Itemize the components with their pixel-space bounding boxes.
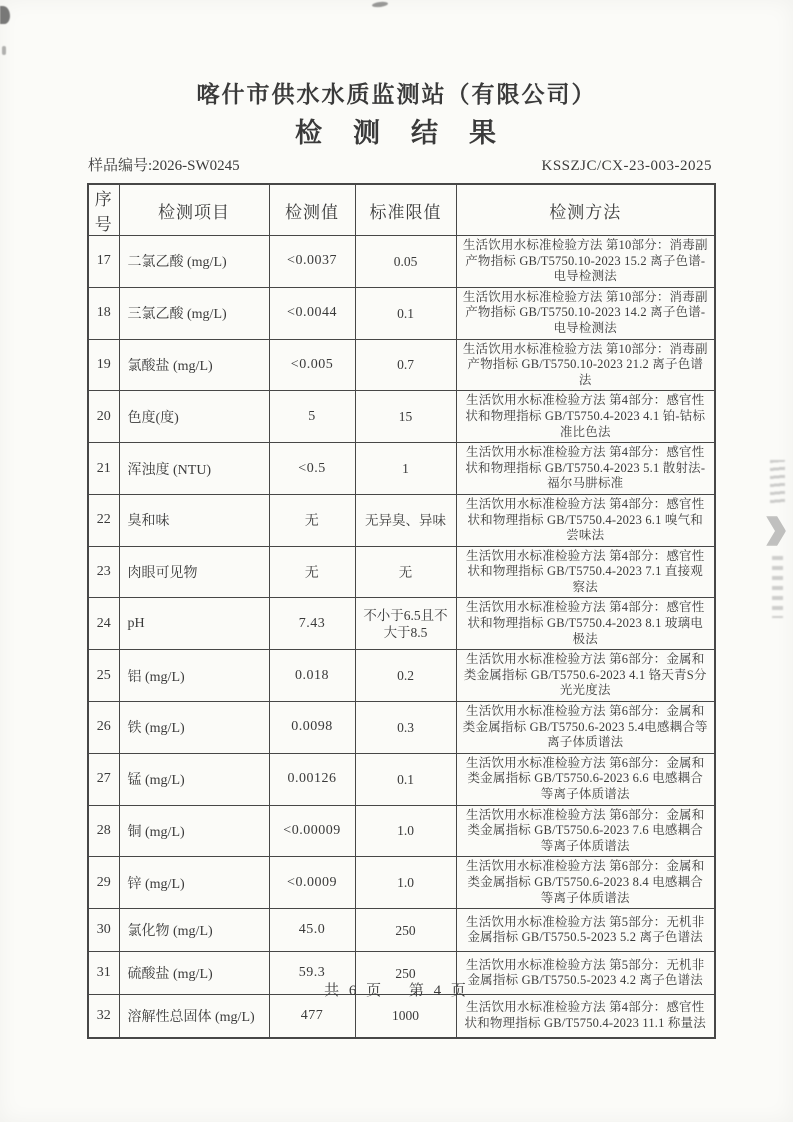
table-row <box>88 702 715 754</box>
table-row <box>88 995 715 1038</box>
table-row <box>88 598 715 650</box>
row-limit: 1 <box>355 443 456 495</box>
row-limit: 15 <box>355 391 456 443</box>
row-no: 19 <box>88 339 119 391</box>
row-method: 生活饮用水标准检验方法 第5部分：无机非金属指标 GB/T5750.5-2023 5.2 离子色谱法 <box>456 909 715 952</box>
row-no: 29 <box>88 857 119 909</box>
row-method: 生活饮用水标准检验方法 第6部分：金属和类金属指标 GB/T5750.6-2023 5.4电感耦合等离子体质谱法 <box>456 702 715 754</box>
table-row <box>88 236 715 288</box>
row-method: 生活饮用水标准检验方法 第4部分：感官性状和物理指标 GB/T5750.4-2023 7.1 直接观察法 <box>456 546 715 598</box>
scan-speck <box>2 46 6 55</box>
row-value: <0.005 <box>269 339 355 391</box>
row-item: pH <box>119 598 269 650</box>
row-no: 17 <box>88 236 119 288</box>
row-item: 三氯乙酸 (mg/L) <box>119 287 269 339</box>
row-no: 18 <box>88 287 119 339</box>
row-no: 26 <box>88 702 119 754</box>
row-value: 45.0 <box>269 909 355 952</box>
row-value: 无 <box>269 494 355 546</box>
row-method: 生活饮用水标准检验方法 第4部分：感官性状和物理指标 GB/T5750.4-2023 8.1 玻璃电极法 <box>456 598 715 650</box>
row-method: 生活饮用水标准检验方法 第6部分：金属和类金属指标 GB/T5750.6-2023 4.1 铬天青S分光光度法 <box>456 650 715 702</box>
row-method: 生活饮用水标准检验方法 第4部分：感官性状和物理指标 GB/T5750.4-2023 5.1 散射法-福尔马肼标准 <box>456 443 715 495</box>
row-no: 27 <box>88 753 119 805</box>
page-number-footer: 共 6 页 第 4 页 <box>324 983 469 999</box>
col-header-value: 检测值 <box>269 184 355 236</box>
table-row <box>88 443 715 495</box>
table-row <box>88 494 715 546</box>
table-row <box>88 805 715 857</box>
row-limit: 无 <box>355 546 456 598</box>
row-value: <0.0009 <box>269 857 355 909</box>
row-method: 生活饮用水标准检验方法 第6部分：金属和类金属指标 GB/T5750.6-2023 8.4 电感耦合等离子体质谱法 <box>456 857 715 909</box>
row-item: 臭和味 <box>119 494 269 546</box>
row-item: 铁 (mg/L) <box>119 702 269 754</box>
row-limit: 0.2 <box>355 650 456 702</box>
row-limit: 0.1 <box>355 753 456 805</box>
row-limit: 不小于6.5且不大于8.5 <box>355 598 456 650</box>
row-item: 锰 (mg/L) <box>119 753 269 805</box>
row-item: 浑浊度 (NTU) <box>119 443 269 495</box>
table-row <box>88 339 715 391</box>
row-method: 生活饮用水标准检验方法 第4部分：感官性状和物理指标 GB/T5750.4-2023 4.1 铂-钴标准比色法 <box>456 391 715 443</box>
table-row <box>88 857 715 909</box>
row-limit: 250 <box>355 909 456 952</box>
row-method: 生活饮用水标准检验方法 第4部分：感官性状和物理指标 GB/T5750.4-2023 6.1 嗅气和尝味法 <box>456 494 715 546</box>
table-row <box>88 287 715 339</box>
table-row <box>88 650 715 702</box>
row-limit: 250 <box>355 952 456 995</box>
row-limit: 1.0 <box>355 805 456 857</box>
row-value: <0.5 <box>269 443 355 495</box>
col-header-no: 序号 <box>88 184 119 236</box>
row-item: 铝 (mg/L) <box>119 650 269 702</box>
bleed-through-mark <box>770 460 785 506</box>
row-no: 31 <box>88 952 119 995</box>
row-item: 二氯乙酸 (mg/L) <box>119 236 269 288</box>
row-limit: 1.0 <box>355 857 456 909</box>
row-method: 生活饮用水标准检验方法 第5部分：无机非金属指标 GB/T5750.5-2023 4.2 离子色谱法 <box>456 952 715 995</box>
row-item: 硫酸盐 (mg/L) <box>119 952 269 995</box>
row-value: 59.3 <box>269 952 355 995</box>
row-item: 氯酸盐 (mg/L) <box>119 339 269 391</box>
page-title: 检 测 结 果 <box>295 118 498 148</box>
row-value: 5 <box>269 391 355 443</box>
table-row <box>88 546 715 598</box>
row-value: 7.43 <box>269 598 355 650</box>
row-value: 0.0098 <box>269 702 355 754</box>
row-no: 28 <box>88 805 119 857</box>
row-limit: 0.3 <box>355 702 456 754</box>
row-no: 23 <box>88 546 119 598</box>
row-value: 0.00126 <box>269 753 355 805</box>
row-item: 溶解性总固体 (mg/L) <box>119 995 269 1038</box>
sample-number: 样品编号:2026-SW0245 <box>88 158 240 174</box>
row-no: 22 <box>88 494 119 546</box>
row-item: 铜 (mg/L) <box>119 805 269 857</box>
org-title: 喀什市供水水质监测站（有限公司） <box>196 82 597 107</box>
row-value: <0.0044 <box>269 287 355 339</box>
table-row <box>88 909 715 952</box>
bleed-through-mark <box>766 516 786 546</box>
row-limit: 1000 <box>355 995 456 1038</box>
row-no: 30 <box>88 909 119 952</box>
row-value: 477 <box>269 995 355 1038</box>
row-method: 生活饮用水标准检验方法 第10部分：消毒副产物指标 GB/T5750.10-2023 14.2 离子色谱-电导检测法 <box>456 287 715 339</box>
row-limit: 0.05 <box>355 236 456 288</box>
scan-corner-blot <box>0 6 10 24</box>
table-row <box>88 391 715 443</box>
row-value: 0.018 <box>269 650 355 702</box>
row-value: 无 <box>269 546 355 598</box>
col-header-item: 检测项目 <box>119 184 269 236</box>
row-item: 色度(度) <box>119 391 269 443</box>
row-method: 生活饮用水标准检验方法 第10部分：消毒副产物指标 GB/T5750.10-2023 21.2 离子色谱法 <box>456 339 715 391</box>
row-item: 锌 (mg/L) <box>119 857 269 909</box>
header-row <box>88 184 715 236</box>
row-method: 生活饮用水标准检验方法 第10部分：消毒副产物指标 GB/T5750.10-2023 15.2 离子色谱-电导检测法 <box>456 236 715 288</box>
table-row <box>88 753 715 805</box>
row-no: 25 <box>88 650 119 702</box>
scan-mark <box>372 1 388 8</box>
row-method: 生活饮用水标准检验方法 第4部分：感官性状和物理指标 GB/T5750.4-2023 11.1 称量法 <box>456 995 715 1038</box>
row-item: 氯化物 (mg/L) <box>119 909 269 952</box>
row-method: 生活饮用水标准检验方法 第6部分：金属和类金属指标 GB/T5750.6-2023 7.6 电感耦合等离子体质谱法 <box>456 805 715 857</box>
row-limit: 无异臭、异味 <box>355 494 456 546</box>
bleed-through-mark <box>772 556 783 618</box>
row-value: <0.00009 <box>269 805 355 857</box>
row-limit: 0.1 <box>355 287 456 339</box>
col-header-method: 检测方法 <box>456 184 715 236</box>
row-value: <0.0037 <box>269 236 355 288</box>
col-header-limit: 标准限值 <box>355 184 456 236</box>
results-table <box>87 183 716 1039</box>
row-method: 生活饮用水标准检验方法 第6部分：金属和类金属指标 GB/T5750.6-2023 6.6 电感耦合等离子体质谱法 <box>456 753 715 805</box>
row-no: 20 <box>88 391 119 443</box>
doc-code: KSSZJC/CX-23-003-2025 <box>541 158 712 174</box>
meta-row <box>88 154 712 175</box>
row-no: 24 <box>88 598 119 650</box>
row-no: 21 <box>88 443 119 495</box>
row-no: 32 <box>88 995 119 1038</box>
row-limit: 0.7 <box>355 339 456 391</box>
row-item: 肉眼可见物 <box>119 546 269 598</box>
